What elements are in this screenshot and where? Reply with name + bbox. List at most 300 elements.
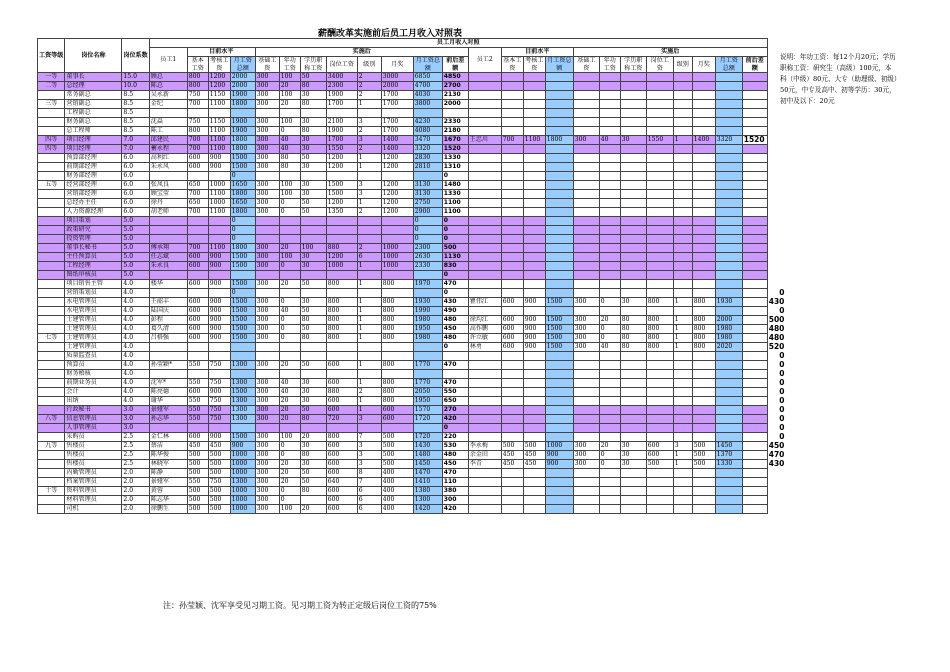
diff-cell: 1100 [442,208,468,217]
bonus-2-cell [692,289,715,298]
grade-cell [38,460,65,469]
base-2-cell [501,289,523,298]
total-after-cell: 0 [413,235,442,244]
post-cell: 600 [326,460,357,469]
position-cell: 总工程师 [65,127,122,136]
edu-2-cell [620,181,646,190]
base2-2-cell [573,118,599,127]
coef-cell: 4.0 [122,307,149,316]
employee1-cell [149,217,187,226]
header-level: 级别 [357,57,381,73]
grade-cell [38,325,65,334]
base-cell: 700 [187,208,208,217]
position-cell: 人力资源经理 [65,208,122,217]
diff-2-cell [742,325,767,334]
years-cell: 0 [279,316,300,325]
coef-cell: 10.0 [122,82,149,91]
level-cell: 1 [357,316,381,325]
grade-cell [38,316,65,325]
base-cell: 600 [187,334,208,343]
assess-2-cell [523,235,545,244]
total-after-cell [413,271,442,280]
years-cell [279,352,300,361]
post-cell: 1900 [326,91,357,100]
assess-cell: 900 [208,163,230,172]
position-cell: 财务部经理 [65,172,122,181]
total-before-2-cell [545,226,573,235]
base2-2-cell [573,478,599,487]
grade-cell: 二等 [38,82,65,91]
base-cell [187,352,208,361]
base-2-cell [501,352,523,361]
position-cell: 会计 [65,388,122,397]
level-2-cell: 1 [673,298,692,307]
row-diff-right: 0 [767,424,786,433]
edu-cell: 50 [300,280,326,289]
base2-cell: 300 [255,181,279,190]
row-diff-right [767,496,786,505]
base-cell: 600 [187,388,208,397]
edu-2-cell [620,262,646,271]
edu-2-cell [620,199,646,208]
position-cell: 采购员 [65,433,122,442]
years-cell: 0 [279,334,300,343]
years-cell [279,289,300,298]
total-before-2-cell [545,352,573,361]
post-cell: 720 [326,415,357,424]
years-cell: 40 [279,379,300,388]
edu-2-cell [620,190,646,199]
bonus-cell: 800 [381,298,413,307]
base2-cell: 300 [255,379,279,388]
assess-cell: 500 [208,451,230,460]
diff-2-cell [742,172,767,181]
base2-cell: 300 [255,361,279,370]
edu-cell: 30 [300,379,326,388]
employee2-cell [468,181,501,190]
edu-2-cell [620,415,646,424]
years-cell: 100 [279,505,300,514]
edu-cell [300,352,326,361]
grade-cell: 九等 [38,442,65,451]
employee2-cell [468,388,501,397]
diff-cell: 0 [442,424,468,433]
employee1-cell: 孙莹颖* [149,361,187,370]
grade-cell [38,496,65,505]
employee2-cell [468,118,501,127]
table-row [38,145,786,154]
table-row [38,469,786,478]
post-cell: 600 [326,487,357,496]
edu-2-cell [620,118,646,127]
base2-cell: 300 [255,199,279,208]
position-cell: 土建管理员 [65,316,122,325]
diff-cell: 0 [442,343,468,352]
diff-2-cell [742,433,767,442]
grade-cell [38,505,65,514]
bonus-2-cell [692,127,715,136]
post-2-cell: 800 [646,325,673,334]
level-2-cell: 1 [673,460,692,469]
bonus-2-cell: 500 [692,460,715,469]
employee1-cell: 徐鹏生 [149,505,187,514]
total-before-2-cell: 900 [545,451,573,460]
total-before-cell: 1300 [230,361,255,370]
header-base-2: 基本工资 [503,57,522,72]
total-after-2-cell [715,172,742,181]
row-diff-right [767,109,786,118]
post-cell: 1700 [326,100,357,109]
row-diff-right [767,271,786,280]
total-before-cell: 0 [230,235,255,244]
base2-cell: 300 [255,334,279,343]
base-cell: 600 [187,154,208,163]
base2-2-cell [573,361,599,370]
employee2-cell [468,145,501,154]
edu-2-cell [620,370,646,379]
base2-cell: 300 [255,406,279,415]
bonus-2-cell: 800 [692,343,715,352]
edu-2-cell: 30 [620,442,646,451]
edu-2-cell: 80 [620,334,646,343]
base-cell: 600 [187,298,208,307]
employee1-cell: 傅承翔 [149,244,187,253]
years-2-cell [599,172,620,181]
edu-2-cell: 30 [620,298,646,307]
bonus-cell: 1200 [381,208,413,217]
total-before-2-cell: 1000 [545,442,573,451]
assess-cell: 750 [208,379,230,388]
level-cell: 2 [357,127,381,136]
diff-2-cell [742,451,767,460]
table-row [38,460,786,469]
bonus-cell: 800 [381,397,413,406]
base-cell: 450 [187,442,208,451]
post-2-cell [646,487,673,496]
base2-cell: 300 [255,397,279,406]
base-cell: 750 [187,91,208,100]
assess-2-cell: 900 [523,334,545,343]
total-after-2-cell [715,271,742,280]
post-2-cell [646,469,673,478]
assess-cell [208,109,230,118]
position-cell: 财务稽核 [65,370,122,379]
bonus-cell [381,235,413,244]
level-2-cell [673,496,692,505]
header-assess: 考核工资 [210,57,229,72]
bonus-cell: 1000 [381,244,413,253]
assess-cell: 900 [208,307,230,316]
diff-cell: 450 [442,325,468,334]
grade-cell [38,397,65,406]
assess-2-cell: 450 [523,460,545,469]
table-row [38,352,786,361]
edu-cell: 50 [300,325,326,334]
years-2-cell [599,361,620,370]
position-cell: 投资管理 [65,235,122,244]
coef-cell: 3.0 [122,424,149,433]
total-before-cell: 2000 [230,82,255,91]
base-2-cell [501,505,523,514]
row-diff-right [767,262,786,271]
total-after-2-cell [715,433,742,442]
edu-cell [300,370,326,379]
years-2-cell [599,352,620,361]
diff-cell: 1330 [442,154,468,163]
total-after-2-cell [715,496,742,505]
level-2-cell [673,271,692,280]
grade-cell [38,451,65,460]
employee2-cell [468,406,501,415]
bonus-cell: 1700 [381,127,413,136]
position-cell: 预算部经理 [65,154,122,163]
years-cell: 20 [279,415,300,424]
base-2-cell [501,100,523,109]
table-row [38,370,786,379]
base-2-cell [501,307,523,316]
employee2-cell [468,289,501,298]
edu-2-cell [620,73,646,82]
base-cell: 550 [187,415,208,424]
edu-2-cell: 80 [620,343,646,352]
position-cell: 人事管理员 [65,424,122,433]
base-2-cell [501,370,523,379]
post-cell: 800 [326,298,357,307]
edu-cell: 50 [300,307,326,316]
header-base2: 基础工资 [255,57,279,73]
employee1-cell: 谢华 [149,397,187,406]
total-before-cell: 1500 [230,316,255,325]
table-row [38,208,786,217]
edu-2-cell [620,208,646,217]
table-row [38,280,786,289]
level-cell: 2 [357,91,381,100]
employee1-cell: 彭程 [149,316,187,325]
years-2-cell [599,226,620,235]
total-before-cell: 1900 [230,118,255,127]
table-row [38,442,786,451]
table-row [38,118,786,127]
bonus-cell: 500 [381,451,413,460]
bonus-2-cell [692,181,715,190]
edu-2-cell [620,82,646,91]
bonus-2-cell [692,100,715,109]
total-after-cell [413,109,442,118]
level-2-cell: 1 [673,136,692,145]
level-2-cell [673,424,692,433]
table-row [38,136,786,145]
years-2-cell [599,280,620,289]
post-cell: 880 [326,388,357,397]
diff-2-cell [742,199,767,208]
assess-cell: 1100 [208,244,230,253]
header-grade: 工资等级 [38,39,65,73]
base-cell: 600 [187,433,208,442]
total-after-cell: 1410 [413,478,442,487]
years-cell: 100 [279,73,300,82]
years-2-cell [599,262,620,271]
base2-cell: 300 [255,388,279,397]
level-cell: 6 [357,253,381,262]
total-after-2-cell: 3320 [715,136,742,145]
base-2-cell: 600 [501,316,523,325]
level-2-cell [673,217,692,226]
base2-2-cell [573,370,599,379]
years-2-cell [599,244,620,253]
edu-2-cell: 80 [620,325,646,334]
base2-cell: 300 [255,415,279,424]
post-2-cell [646,307,673,316]
bonus-cell: 800 [381,280,413,289]
grade-cell [38,280,65,289]
edu-2-cell [620,478,646,487]
coef-cell: 4.0 [122,280,149,289]
header-years: 年功工资 [279,57,300,73]
post-2-cell [646,253,673,262]
row-diff-right [767,190,786,199]
total-after-cell: 2630 [413,253,442,262]
years-cell [279,343,300,352]
position-cell: 资料管理员 [65,487,122,496]
bonus-cell [381,172,413,181]
header-assess-2: 考核工资 [525,57,544,72]
employee2-cell [468,379,501,388]
total-after-2-cell [715,505,742,514]
years-cell: 0 [279,442,300,451]
table-row [38,253,786,262]
grade-cell [38,118,65,127]
table-row [38,424,786,433]
employee1-cell: 葛久清 [149,325,187,334]
total-after-2-cell [715,469,742,478]
bonus-cell: 1200 [381,181,413,190]
total-after-cell: 1300 [413,496,442,505]
base2-2-cell [573,352,599,361]
level-cell: 3 [357,442,381,451]
base2-2-cell [573,190,599,199]
base-cell: 600 [187,253,208,262]
base2-cell [255,352,279,361]
edu-cell: 50 [300,361,326,370]
total-after-cell: 6850 [413,73,442,82]
edu-cell [300,424,326,433]
total-after-2-cell [715,289,742,298]
level-2-cell: 1 [673,343,692,352]
level-2-cell [673,307,692,316]
level-2-cell: 1 [673,325,692,334]
base2-cell: 300 [255,91,279,100]
coef-cell: 6.0 [122,199,149,208]
assess-cell: 900 [208,334,230,343]
level-cell [357,352,381,361]
row-diff-right: 520 [768,342,785,351]
bonus-cell [381,217,413,226]
total-after-2-cell [715,217,742,226]
years-cell: 20 [279,82,300,91]
assess-cell: 900 [208,433,230,442]
total-after-2-cell [715,127,742,136]
diff-2-cell [742,424,767,433]
years-2-cell: 20 [599,316,620,325]
grade-cell: 三等 [38,100,65,109]
level-cell: 1 [357,379,381,388]
assess-cell [208,226,230,235]
assess-2-cell: 900 [523,343,545,352]
assess-cell: 1100 [208,208,230,217]
header-diff: 前后差额 [442,57,468,73]
table-row [38,226,786,235]
assess-cell: 750 [208,478,230,487]
total-after-2-cell [715,145,742,154]
post-cell [326,172,357,181]
base2-2-cell [573,154,599,163]
edu-cell: 50 [300,199,326,208]
total-before-cell [230,109,255,118]
position-cell: 售楼员 [65,451,122,460]
assess-2-cell [523,127,545,136]
assess-2-cell: 900 [523,316,545,325]
level-2-cell: 1 [673,334,692,343]
years-cell: 100 [279,181,300,190]
total-before-cell: 0 [230,289,255,298]
assess-cell: 1000 [208,199,230,208]
coef-cell: 2.5 [122,451,149,460]
footnote: 注：孙莹颖、沈军享受见习期工资。见习期工资为转正定级后岗位工资的75% [163,601,437,610]
base2-2-cell: 300 [573,343,599,352]
row-diff-right [767,244,786,253]
post-2-cell [646,496,673,505]
bonus-2-cell [692,262,715,271]
row-diff-right [767,217,786,226]
total-after-cell [413,289,442,298]
position-cell: 土建管理员 [65,343,122,352]
level-cell: 2 [357,145,381,154]
base2-cell: 300 [255,496,279,505]
base2-cell [255,226,279,235]
employee2-cell [468,370,501,379]
post-cell: 1500 [326,181,357,190]
level-cell: 1 [357,307,381,316]
diff-cell: 650 [442,397,468,406]
post-2-cell [646,424,673,433]
diff-cell: 300 [442,496,468,505]
level-cell: 1 [357,163,381,172]
total-after-2-cell: 1930 [715,298,742,307]
base-2-cell [501,280,523,289]
bonus-2-cell [692,280,715,289]
years-cell: 20 [279,397,300,406]
assess-2-cell [523,415,545,424]
diff-cell [442,109,468,118]
level-2-cell [673,370,692,379]
diff-cell: 2000 [442,100,468,109]
base2-2-cell: 300 [573,298,599,307]
base-cell [187,226,208,235]
base-2-cell [501,172,523,181]
total-after-cell: 1950 [413,397,442,406]
grade-cell [38,217,65,226]
edu-cell [300,226,326,235]
total-after-cell: 2050 [413,388,442,397]
bonus-cell: 1000 [381,253,413,262]
position-cell: 预算员 [65,361,122,370]
employee2-cell [468,127,501,136]
row-diff-right [767,172,786,181]
row-diff-right: 480 [768,333,785,342]
post-cell: 800 [326,433,357,442]
years-2-cell [599,235,620,244]
table-row [38,379,786,388]
